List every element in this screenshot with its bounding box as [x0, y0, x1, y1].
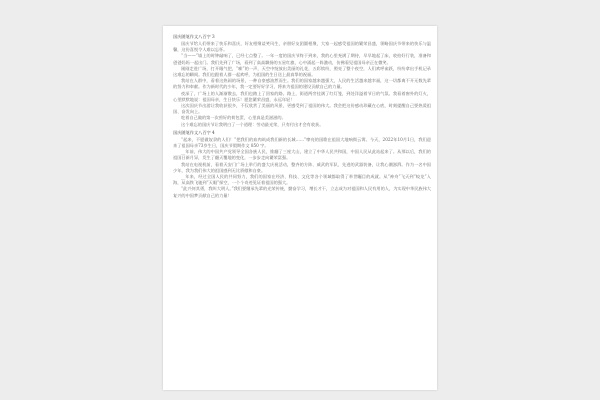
essay-paragraph: “当——”墙上的时钟敲响了，已经七点整了。一年一度的国庆节终于到来，我的心里充满了期待，早早地起了床，收拾好行装，准备和爸爸妈妈一起出门。我们先到了广场，看到了高高飘扬的五星红旗，心中涌起一阵激动，仿佛看见祖国母亲正在微笑。 [173, 53, 431, 65]
essay-paragraph: 我站在电视机前，看着天安门广场上举行的盛大庆祝活动，整齐的方阵、威武的军队、先进的武器装备，让我心潮澎湃。作为一名中国少年，我为我们伟大的祖国感到无比骄傲和自豪。 [173, 161, 431, 173]
document-page [163, 26, 437, 390]
essay-title: 国庆随笔作文八百字 3 [173, 34, 215, 39]
essay-paragraph: __年前，伟大的中国共产党领导全国各族人民，推翻了三座大山，建立了中华人民共和国，中国人民从此站起来了。从那以后，我们的祖国日新月异，发生了翻天覆地的变化，一步步走向繁荣富强。 [173, 149, 431, 161]
essay-paragraph: 这次国庆节出游让我收获很多，不仅欣赏了美丽的风景，更感受到了祖国的伟大。我会把这份感动珍藏在心底，时刻提醒自己要热爱祖国、奋发向上。 [173, 103, 431, 115]
essay-paragraph: “此兴何其勇，我叫大明人。”我们要继承先辈的光荣传统，勤奋学习，增长才干，立志成为对祖国和人民有用的人，为实现中华民族伟大复兴的中国梦贡献自己的力量！ [173, 186, 431, 198]
essay-paragraph: __年来，经过全国人民的共同努力，我们的国家在经济、科技、文化等各个领域都取得了举世瞩目的成就。从“神舟”飞天到“蛟龙”入海，从高铁飞驰到“天眼”探空，一个个奇迹见证着祖国的强大。 [173, 174, 431, 186]
essay-paragraph: 夜深了，广场上的人渐渐散去，我们也踏上了回家的路。路上，街道两旁挂满了红灯笼，到处洋溢着节日的气氛。我看着窗外的灯火，心里默默地说：祖国母亲，生日快乐！愿您繁荣昌盛，永远年轻！ [173, 90, 431, 102]
essay-paragraph: 刚刚走进广场，打开眼气把，“嘭”的一声，天空中绽放出美丽的礼花，五彩缤纷，照亮了整个夜空，人们欢呼雀跃，纷纷拿出手机记录这难忘的瞬间。我们也跟着人群一起欢呼，为祖国的生日送上最真挚的祝福。 [173, 65, 431, 78]
essay-closing-line: 吃着自己做的第一次煎好的荷包蛋，心里真是美滋滋的。 [181, 115, 286, 121]
essay-closing-line: 这个难忘的国庆节让我明白了一个道理：劳动最光荣，只有付出才会有收获。 [181, 121, 324, 127]
essay-paragraph: 我站在人群中，看着这热闹的场景，一种自豪感油然而生。我们的国家越来越强大，人民的生活越来越幸福，这一切都离不开无数先辈的努力和奉献。作为新时代的少年，我一定要好好学习，将来为祖国的建设贡献自己的力量。 [173, 78, 431, 90]
essay-paragraph: “起来，不愿做奴隶的人们！”把我们的血肉筑成我们新的长城……”嘹亮的国歌在祖国大地响彻云霄。今天，2022年10月1日，我们迎来了祖国母亲73岁生日，国庆节假期作文 850 字。 [173, 136, 431, 149]
essay-paragraph: 国庆节给人们带来了快乐和喜庆，好友相聚谈笑风生，亲朋好友团圆相聚，大家一起感受祖国的繁荣昌盛，领略国庆节带来的快乐与温馨，这份喜悦令人难以忘怀。 [173, 41, 431, 53]
essay-title: 国庆随笔作文八百字 4 [173, 129, 215, 135]
